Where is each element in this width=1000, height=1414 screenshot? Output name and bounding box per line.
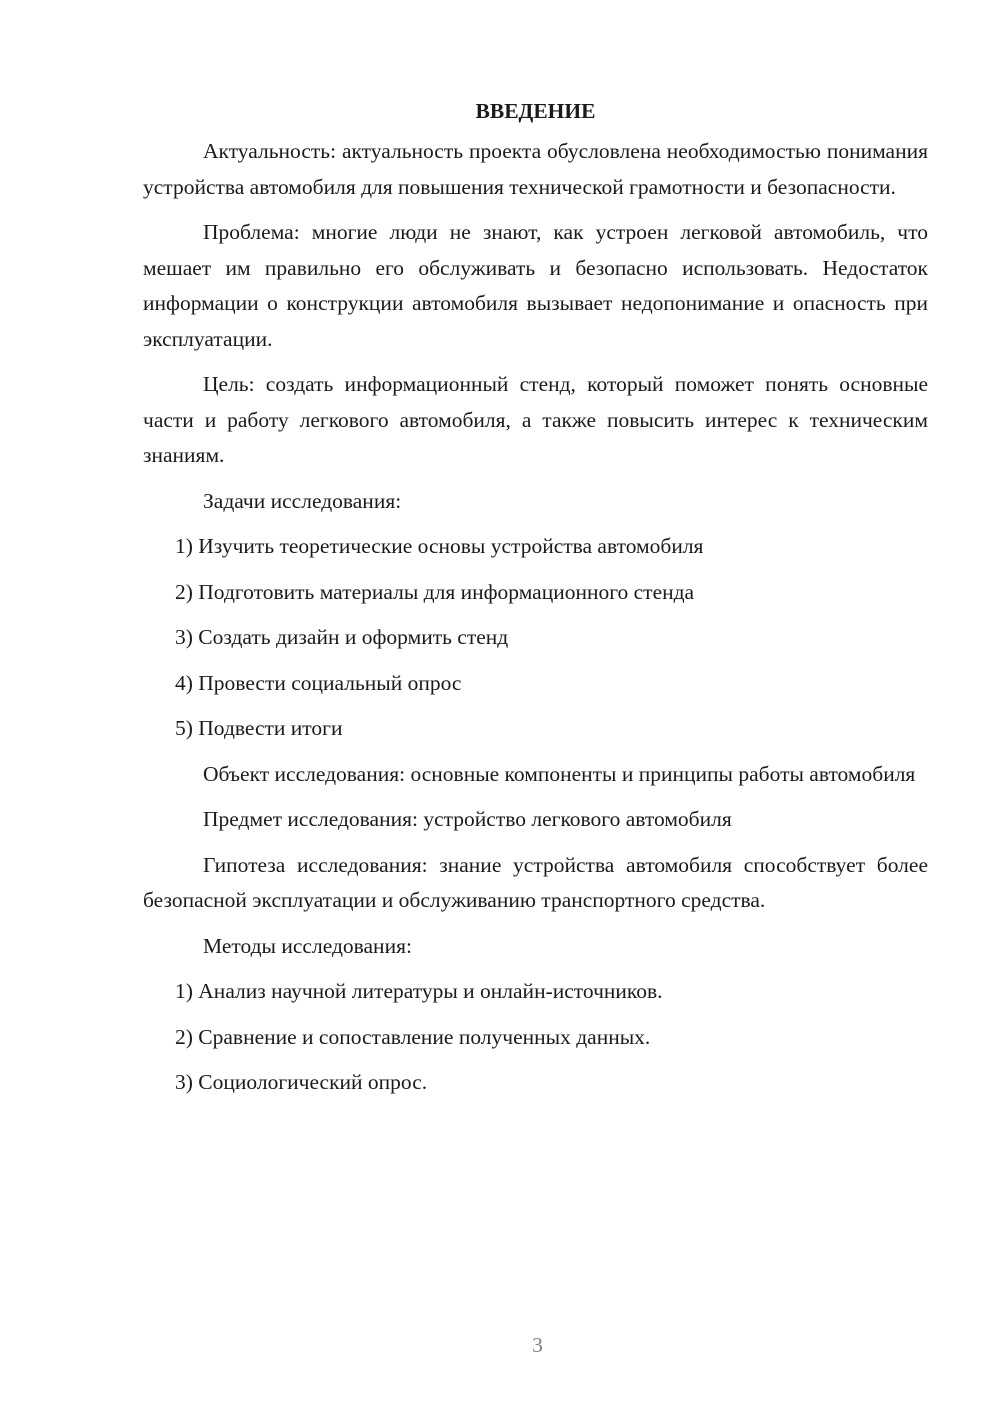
document-page: [143, 96, 928, 1111]
list-item: 5) Подвести итоги: [175, 716, 343, 740]
page-number: 3: [532, 1333, 543, 1357]
methods-heading: Методы исследования:: [203, 933, 412, 958]
goal-paragraph: Цель: создать информационный стенд, который поможет понять основные части и работу легкового автомобиля, а также повысить интерес к техническим знаниям.: [143, 372, 928, 467]
tasks-list: [143, 529, 928, 747]
list-item: 1) Изучить теоретические основы устройства автомобиля: [175, 534, 704, 558]
list-item: 1) Анализ научной литературы и онлайн-источников.: [175, 979, 663, 1003]
list-item: 2) Сравнение и сопоставление полученных данных.: [175, 1024, 651, 1049]
list-item: 3) Социологический опрос.: [175, 1070, 428, 1094]
hypothesis-paragraph: Гипотеза исследования: знание устройства автомобиля способствует более безопасной эксплуатации и обслуживанию транспортного средства.: [143, 852, 928, 912]
methods-list: [143, 974, 928, 1101]
object-paragraph: Объект исследования: основные компоненты и принципы работы автомобиля: [203, 761, 916, 786]
tasks-heading: Задачи исследования:: [203, 488, 402, 513]
page-title: ВВЕДЕНИЕ: [475, 99, 596, 123]
subject-paragraph: Предмет исследования: устройство легкового автомобиля: [203, 807, 732, 831]
list-item: 4) Провести социальный опрос: [175, 670, 462, 695]
list-item: 2) Подготовить материалы для информационного стенда: [175, 579, 695, 604]
actuality-paragraph: Актуальность: актуальность проекта обусловлена необходимостью понимания устройства автомобиля для повышения технической грамотности и безопасности.: [143, 139, 928, 199]
list-item: 3) Создать дизайн и оформить стенд: [175, 625, 509, 649]
problem-paragraph: Проблема: многие люди не знают, как устроен легковой автомобиль, что мешает им правильно его обслуживать и безопасно использовать. Недостаток информации о конструкции автомобиля вызывает недопонимание и опасность при эксплуатации.: [143, 220, 928, 351]
